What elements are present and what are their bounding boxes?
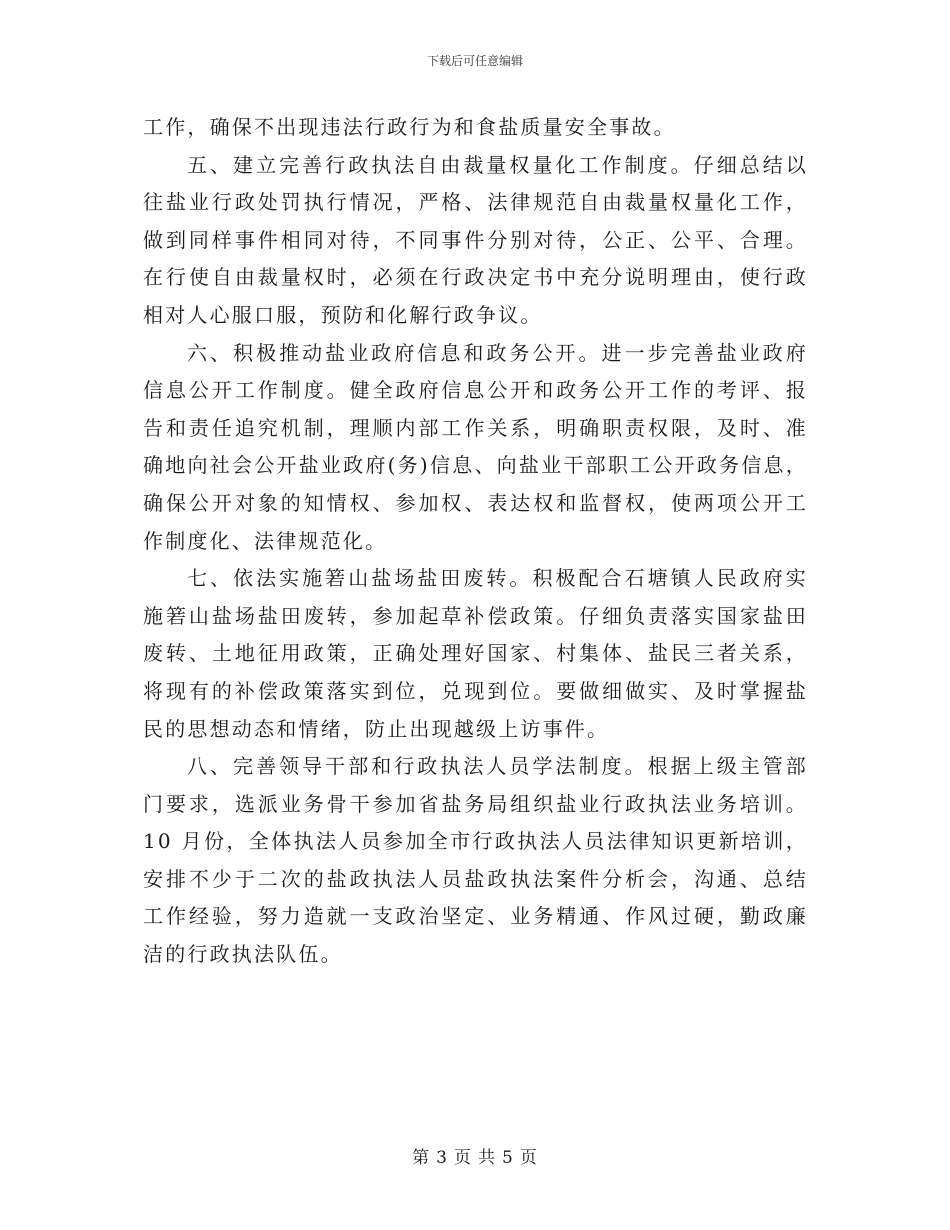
footer-unit-total: 页: [519, 1148, 538, 1168]
paragraph-section-8: 八、完善领导干部和行政执法人员学法制度。根据上级主管部门要求，选派业务骨干参加省盐务局组织盐业行政执法业务培训。10 月份，全体执法人员参加全市行政执法人员法律知识更新培训，安排不少于二次的盐政执法人员盐政执法案件分析会，沟通、总结工作经验，努力造就一支政治坚定、业务精通、作风过硬，勤政廉洁的行政执法队伍。: [143, 754, 808, 967]
paragraph-section-7: 七、依法实施箬山盐场盐田废转。积极配合石塘镇人民政府实施箬山盐场盐田废转，参加起草补偿政策。仔细负责落实国家盐田废转、土地征用政策，正确处理好国家、村集体、盐民三者关系，将现有的补偿政策落实到位，兑现到位。要做细做实、及时掌握盐民的思想动态和情绪，防止出现越级上访事件。: [143, 566, 808, 741]
paragraph-section-5: 五、建立完善行政执法自由裁量权量化工作制度。仔细总结以往盐业行政处罚执行情况，严格、法律规范自由裁量权量化工作，做到同样事件相同对待，不同事件分别对待，公正、公平、合理。在行使自由裁量权时，必须在行政决定书中充分说明理由，使行政相对人心服口服，预防和化解行政争议。: [143, 152, 808, 327]
footer-label-total: 共: [478, 1148, 496, 1168]
paragraph-section-6: 六、积极推动盐业政府信息和政务公开。进一步完善盐业政府信息公开工作制度。健全政府信息公开和政务公开工作的考评、报告和责任追究机制，理顺内部工作关系，明确职责权限，及时、准确地向社会公开盐业政府(务)信息、向盐业干部职工公开政务信息，确保公开对象的知情权、参加权、表达权和监督权，使两项公开工作制度化、法律规范化。: [143, 340, 808, 553]
page-number-footer: [0, 1147, 950, 1169]
footer-current-page: 3: [436, 1148, 448, 1168]
footer-label-page: 第: [412, 1148, 431, 1168]
paragraph-continuation: 工作，确保不出现违法行政行为和食盐质量安全事故。: [143, 115, 676, 139]
footer-unit-page: 页: [454, 1148, 472, 1168]
footer-total-pages: 5: [502, 1148, 514, 1168]
document-body: [143, 109, 808, 974]
page-header-note: 下载后可任意编辑: [426, 54, 523, 68]
